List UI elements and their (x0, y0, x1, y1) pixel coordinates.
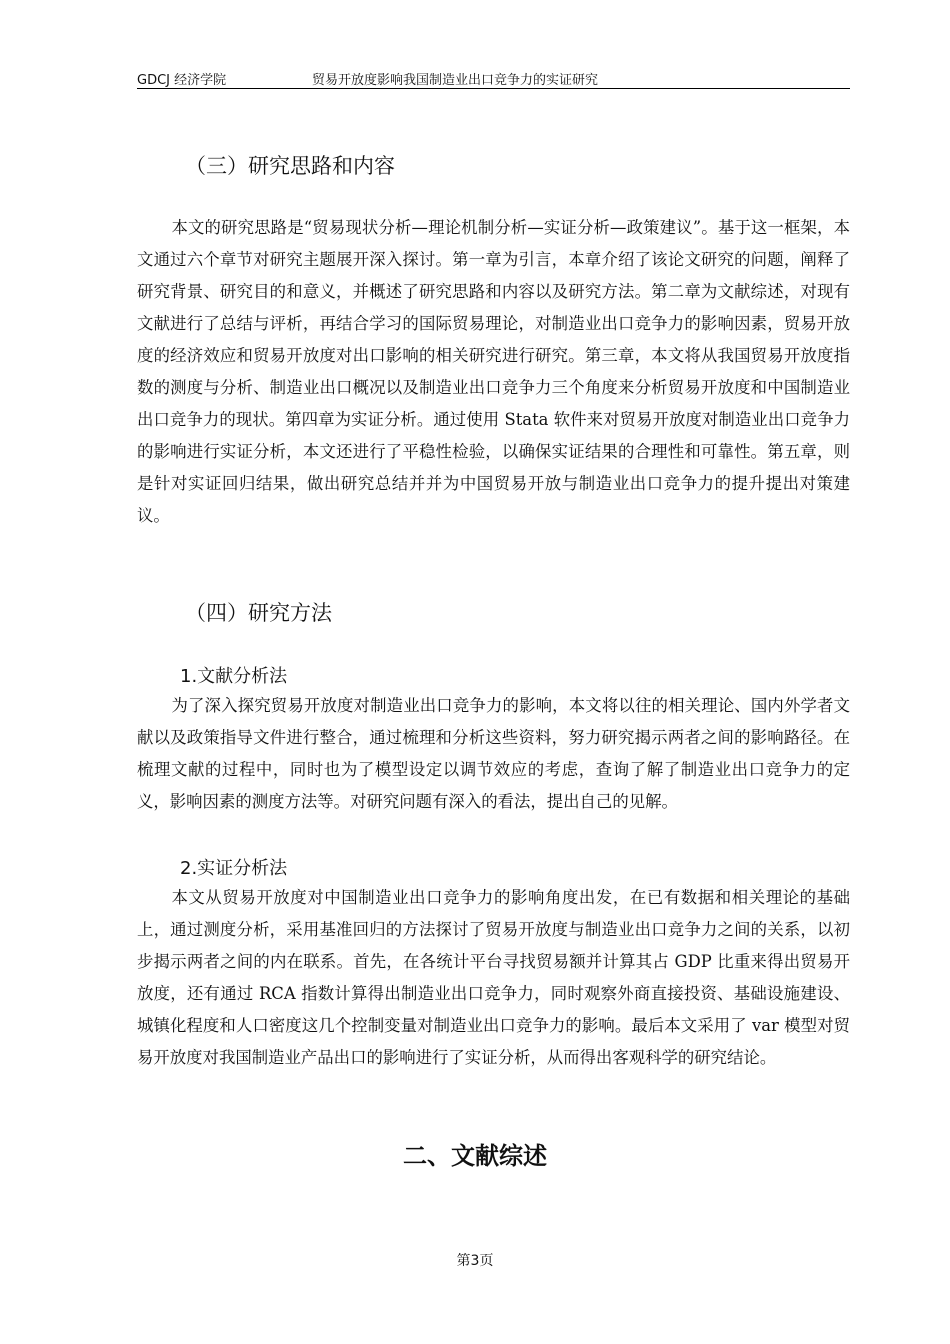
method-1-paragraph: 为了深入探究贸易开放度对制造业出口竞争力的影响，本文将以往的相关理论、国内外学者文献以及政策指导文件进行整合，通过梳理和分析这些资料，努力研究揭示两者之间的影响路径。在梳理文献的过程中，同时也为了模型设定以调节效应的考虑，查询了解了制造业出口竞争力的定义，影响因素的测度方法等。对研究问题有深入的看法，提出自己的见解。 (137, 696, 850, 811)
chapter-2-heading: 二、文献综述 (403, 1142, 547, 1170)
method-2-heading: 2.实证分析法 (180, 858, 288, 879)
section-3-paragraph: 本文的研究思路是“贸易现状分析—理论机制分析—实证分析—政策建议”。基于这一框架，本文通过六个章节对研究主题展开深入探讨。第一章为引言，本章介绍了该论文研究的问题，阐释了研究背景、研究目的和意义，并概述了研究思路和内容以及研究方法。第二章为文献综述，对现有文献进行了总结与评析，再结合学习的国际贸易理论，对制造业出口竞争力的影响因素，贸易开放度的经济效应和贸易开放度对出口影响的相关研究进行研究。第三章，本文将从我国贸易开放度指数的测度与分析、制造业出口概况以及制造业出口竞争力三个角度来分析贸易开放度和中国制造业出口竞争力的现状。第四章为实证分析。通过使用 Stata 软件来对贸易开放度对制造业出口竞争力的影响进行实证分析，本文还进行了平稳性检验，以确保实证结果的合理性和可靠性。第五章，则是针对实证回归结果，做出研究总结并并为中国贸易开放与制造业出口竞争力的提升提出对策建议。 (137, 218, 850, 525)
page-header (137, 66, 850, 89)
section-4-heading: （四）研究方法 (185, 601, 332, 625)
method-2-paragraph: 本文从贸易开放度对中国制造业出口竞争力的影响角度出发，在已有数据和相关理论的基础上，通过测度分析，采用基准回归的方法探讨了贸易开放度与制造业出口竞争力之间的关系，以初步揭示两者之间的内在联系。首先，在各统计平台寻找贸易额并计算其占 GDP 比重来得出贸易开放度，还有通过 RCA 指数计算得出制造业出口竞争力，同时观察外商直接投资、基础设施建设、城镇化程度和人口密度这几个控制变量对制造业出口竞争力的影响。最后本文采用了 var 模型对贸易开放度对我国制造业产品出口的影响进行了实证分析，从而得出客观科学的研究结论。 (137, 888, 850, 1067)
header-institution: GDCJ 经济学院 (137, 73, 227, 88)
method-1-heading: 1.文献分析法 (180, 666, 288, 687)
page-number: 第3页 (456, 1253, 494, 1269)
header-thesis-title: 贸易开放度影响我国制造业出口竞争力的实证研究 (312, 73, 599, 88)
section-3-heading: （三）研究思路和内容 (185, 154, 395, 178)
